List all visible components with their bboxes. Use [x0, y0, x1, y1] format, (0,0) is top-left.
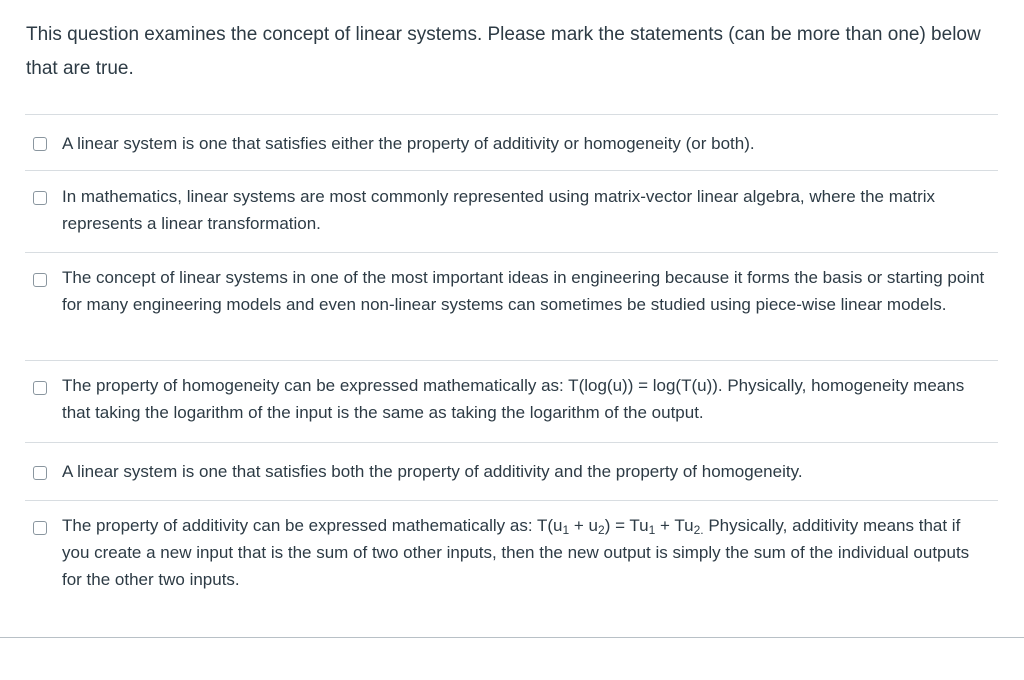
- answer-label-4: The property of homogeneity can be expressed mathematically as: T(log(u)) = log(T(u)). Physically, homogeneity means that taking the logarithm of the input is the same as taking the logarithm of the output.: [62, 376, 965, 422]
- answer-6-sub-2: 2: [598, 523, 605, 537]
- answer-6-suffix: Physically, additivity means that if you create a new input that is the sum of two other inputs, then the new output is simply the sum of the individual outputs for the other two inputs.: [62, 516, 970, 589]
- answer-list: [25, 114, 998, 605]
- answer-6-plus-1: + u: [569, 516, 599, 535]
- answer-6-mid: ) = Tu: [604, 516, 649, 535]
- answer-option-3[interactable]: [25, 253, 998, 361]
- bottom-divider: [0, 637, 1024, 638]
- checkbox-5[interactable]: [33, 466, 47, 480]
- answer-option-2[interactable]: [25, 171, 998, 253]
- checkbox-4[interactable]: [33, 381, 47, 395]
- answer-6-prefix: The property of additivity can be expressed mathematically as: T(u: [62, 516, 563, 535]
- answer-option-6[interactable]: [25, 501, 998, 605]
- answer-6-plus-2: + Tu: [655, 516, 694, 535]
- answer-6-sub-1: 1: [562, 523, 570, 537]
- answer-label-1: A linear system is one that satisfies either the property of additivity or homogeneity (or both).: [62, 134, 755, 153]
- answer-option-5[interactable]: [25, 443, 998, 501]
- checkbox-2[interactable]: [33, 191, 47, 205]
- answer-label-6: [62, 516, 969, 589]
- answer-6-sub-3: 1: [648, 523, 656, 537]
- checkbox-3[interactable]: [33, 273, 47, 287]
- question-text: This question examines the concept of linear systems. Please mark the statements (can be more than one) below that are true.: [26, 24, 981, 79]
- answer-option-4[interactable]: [25, 361, 998, 443]
- answer-option-1[interactable]: [25, 115, 998, 171]
- answer-label-5: A linear system is one that satisfies both the property of additivity and the property of homogeneity.: [62, 462, 803, 481]
- checkbox-1[interactable]: [33, 137, 47, 151]
- answer-label-3: The concept of linear systems in one of the most important ideas in engineering because it forms the basis or starting point for many engineering models and even non-linear systems can sometimes be studied using piece-wise linear models.: [62, 268, 985, 314]
- checkbox-6[interactable]: [33, 521, 47, 535]
- answer-label-2: In mathematics, linear systems are most commonly represented using matrix-vector linear algebra, where the matrix represents a linear transformation.: [62, 187, 936, 233]
- answer-6-sub-4: 2.: [693, 523, 704, 537]
